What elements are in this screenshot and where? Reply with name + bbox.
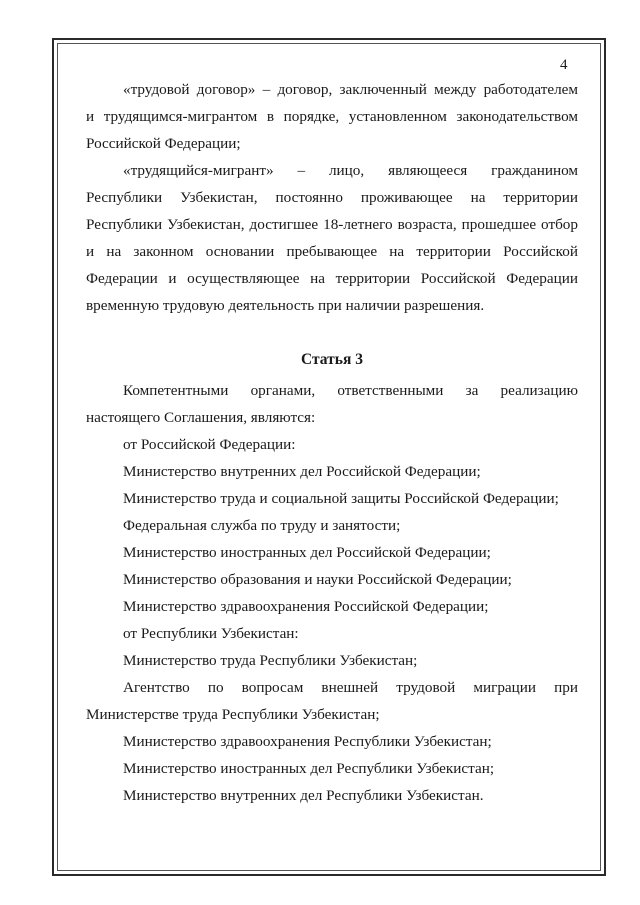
def-migrant-worker-line-4: и на законном основании пребывающее на территории Российской (86, 243, 578, 260)
article-intro-line-1: Компетентными органами, ответственными за реализацию (123, 382, 578, 399)
article-intro-line-2: настоящего Соглашения, являются: (86, 409, 316, 426)
article-heading: Статья 3 (301, 351, 363, 368)
def-migrant-worker-line-2: Республики Узбекистан, постоянно проживающее на территории (86, 189, 578, 206)
def-labor-contract-line-2: и трудящимся-мигрантом в порядке, установленном законодательством (86, 108, 578, 125)
page-number: 4 (560, 57, 568, 73)
uzbekistan-agency-line-1: Агентство по вопросам внешней трудовой миграции при (123, 679, 578, 696)
russia-body-health: Министерство здравоохранения Российской Федерации; (123, 598, 489, 615)
def-labor-contract-line-1: «трудовой договор» – договор, заключенный между работодателем (123, 81, 578, 98)
russia-body-employment: Федеральная служба по труду и занятости; (123, 517, 401, 534)
def-migrant-worker-line-3: Республики Узбекистан, достигшее 18-летнего возраста, прошедшее отбор (86, 216, 578, 233)
uzbekistan-body-labor: Министерство труда Республики Узбекистан; (123, 652, 418, 669)
russia-body-education: Министерство образования и науки Российской Федерации; (123, 571, 512, 588)
uzbekistan-body-interior: Министерство внутренних дел Республики Узбекистан. (123, 787, 484, 804)
uzbekistan-body-foreign-affairs: Министерство иностранных дел Республики Узбекистан; (123, 760, 495, 777)
russia-label: от Российской Федерации: (123, 436, 296, 453)
def-migrant-worker-line-6: временную трудовую деятельность при наличии разрешения. (86, 297, 485, 314)
russia-body-interior: Министерство внутренних дел Российской Федерации; (123, 463, 481, 480)
def-migrant-worker-line-1: «трудящийся-мигрант» – лицо, являющееся гражданином (123, 162, 578, 179)
uzbekistan-agency-line-2: Министерстве труда Республики Узбекистан; (86, 706, 380, 723)
def-labor-contract-line-3: Российской Федерации; (86, 135, 241, 152)
uzbekistan-body-health: Министерство здравоохранения Республики Узбекистан; (123, 733, 492, 750)
russia-body-labor: Министерство труда и социальной защиты Российской Федерации; (123, 490, 559, 507)
russia-body-foreign-affairs: Министерство иностранных дел Российской Федерации; (123, 544, 491, 561)
def-migrant-worker-line-5: Федерации и осуществляющее на территории Российской Федерации (86, 270, 578, 287)
uzbekistan-label: от Республики Узбекистан: (123, 625, 299, 642)
